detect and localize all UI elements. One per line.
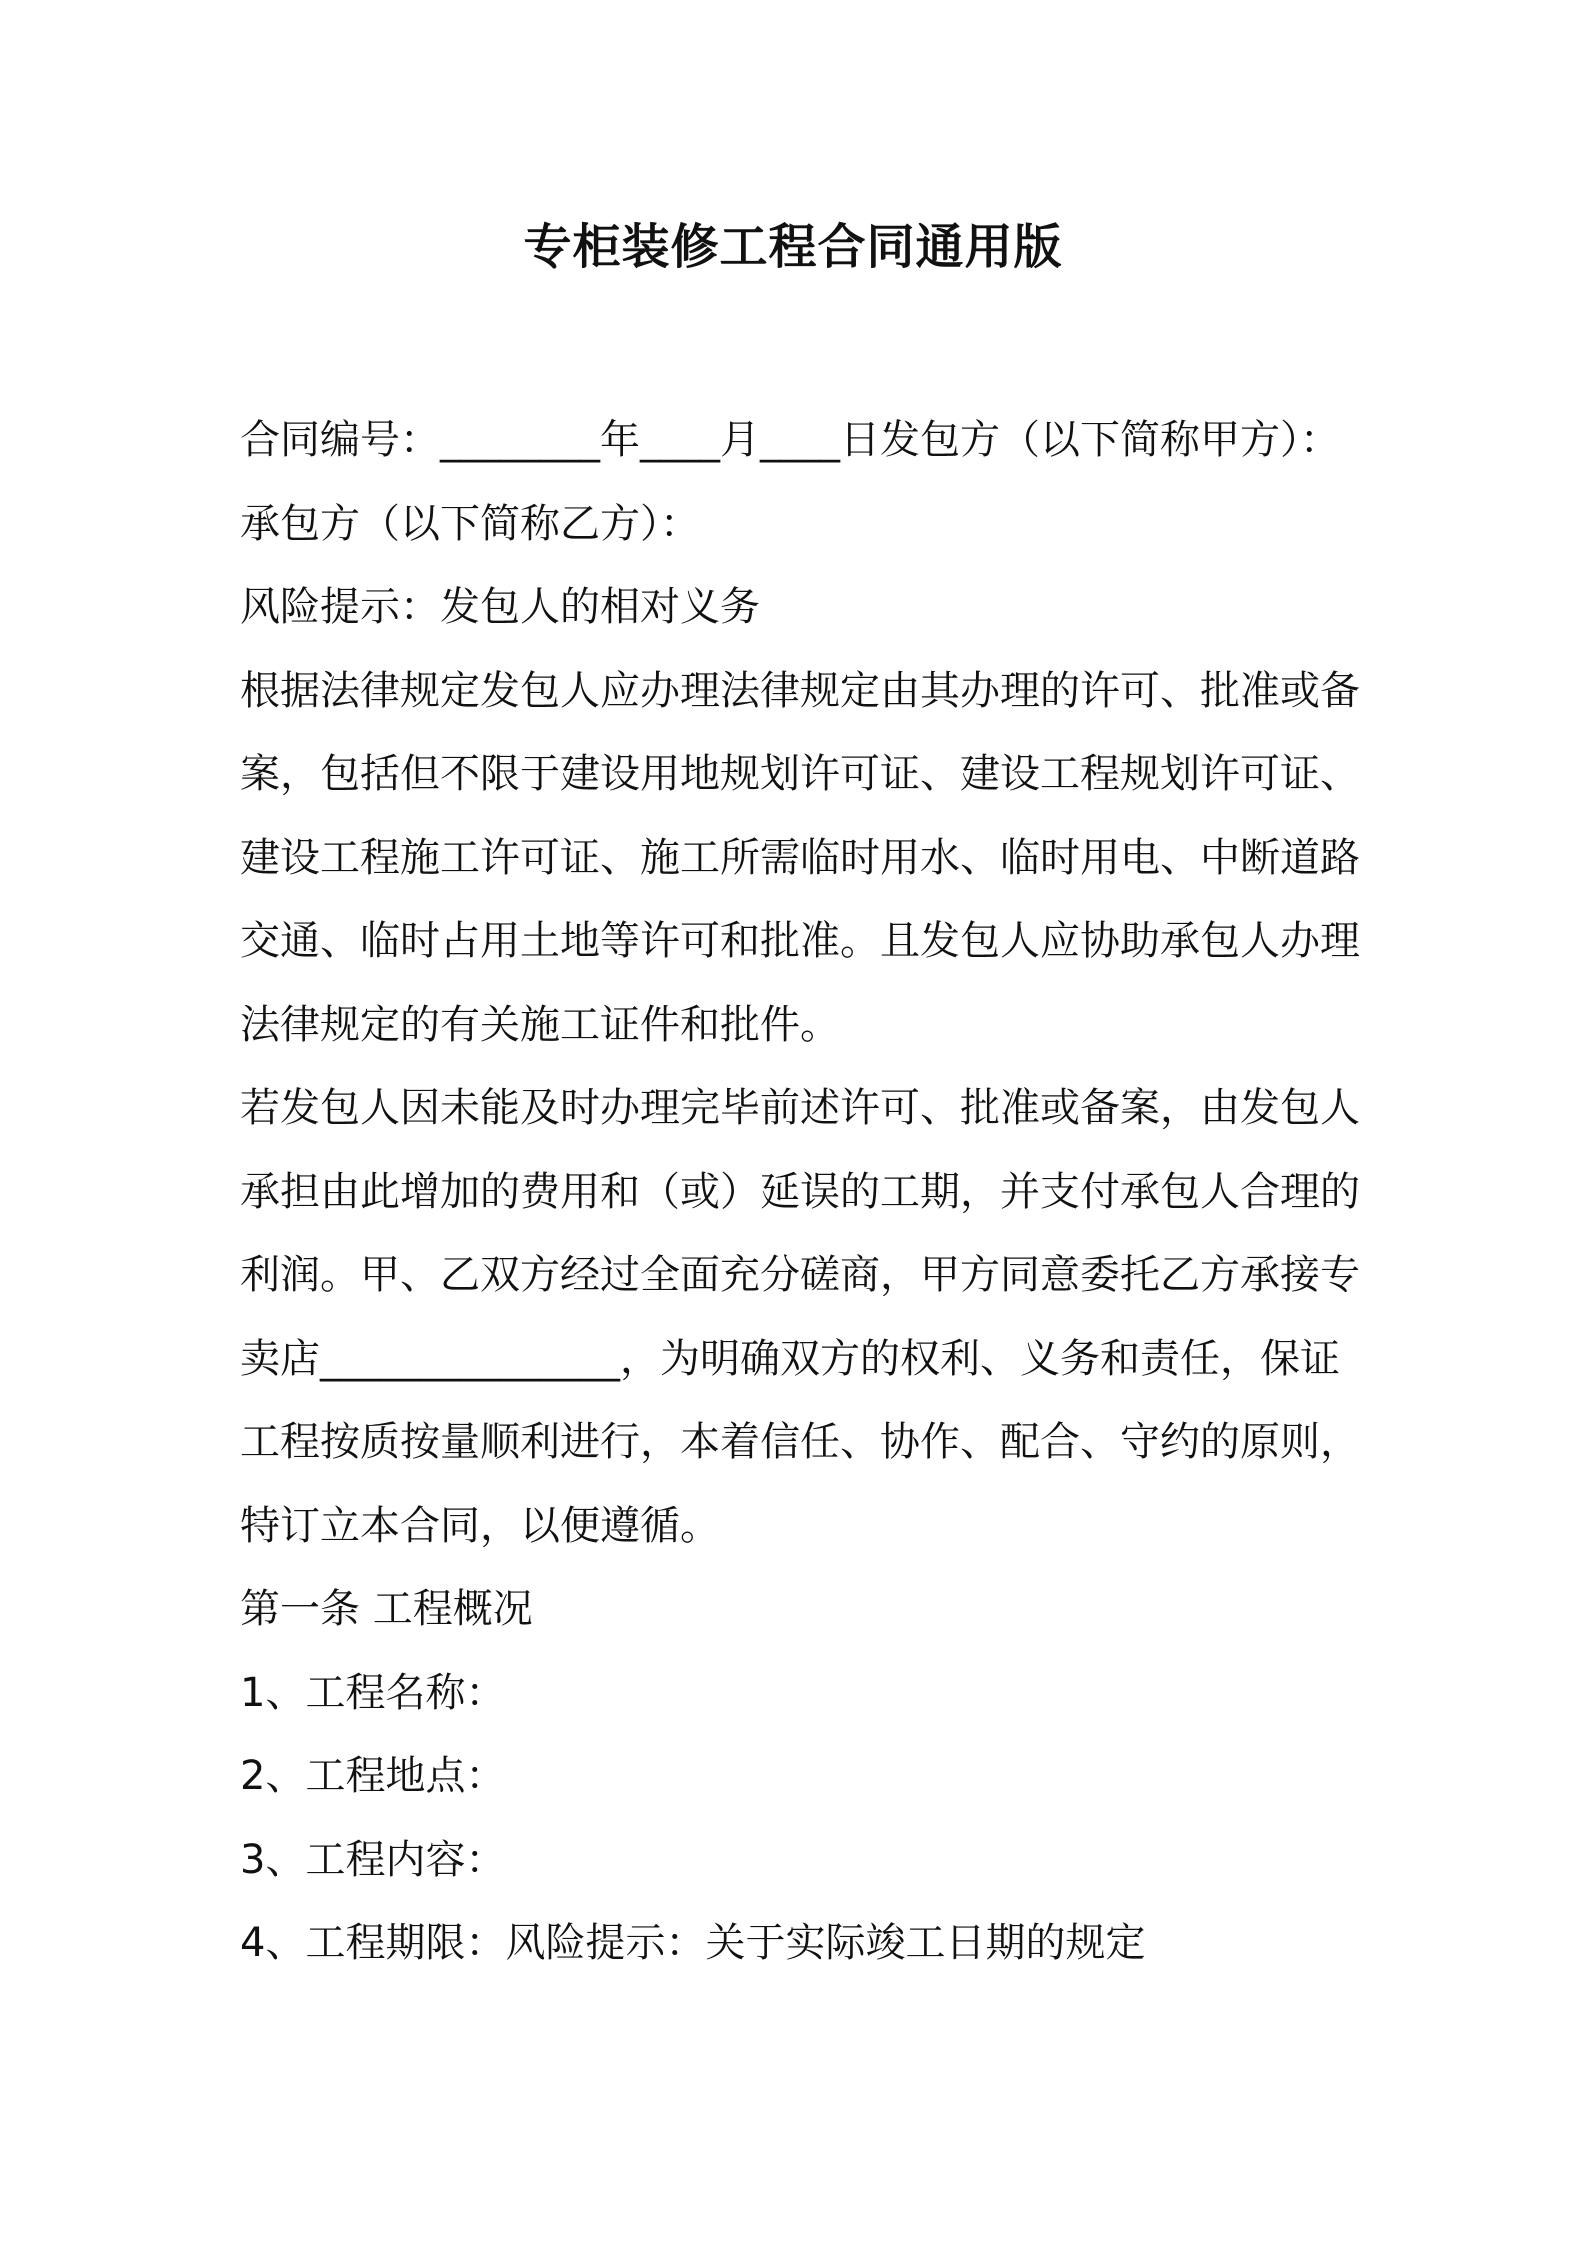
contract-number-line: 合同编号：________年____月____日发包方（以下简称甲方）： xyxy=(240,417,1340,463)
list-item: 4、工程期限：风险提示：关于实际竣工日期的规定 xyxy=(240,1920,1146,1966)
document-title: 专柜装修工程合同通用版 xyxy=(523,219,1063,275)
paragraph-line: 承担由此增加的费用和（或）延误的工期，并支付承包人合理的 xyxy=(240,1168,1360,1215)
paragraph-line: 法律规定的有关施工证件和批件。 xyxy=(240,1001,840,1048)
list-item: 3、工程内容： xyxy=(240,1836,506,1883)
paragraph-line: 根据法律规定发包人应办理法律规定由其办理的许可、批准或备 xyxy=(240,667,1360,714)
contractor-line: 承包方（以下简称乙方）： xyxy=(240,500,700,547)
article-heading: 第一条 工程概况 xyxy=(240,1586,533,1632)
list-item: 2、工程地点： xyxy=(240,1753,506,1799)
paragraph-line: 工程按质按量顺利进行，本着信任、协作、配合、守约的原则， xyxy=(240,1419,1360,1465)
paragraph-line: 利润。甲、乙双方经过全面充分磋商，甲方同意委托乙方承接专 xyxy=(240,1252,1360,1298)
paragraph-line: 特订立本合同，以便遵循。 xyxy=(240,1502,720,1549)
paragraph-line: 案，包括但不限于建设用地规划许可证、建设工程规划许可证、 xyxy=(240,751,1360,797)
risk-tip-line: 风险提示：发包人的相对义务 xyxy=(240,584,760,630)
paragraph-line: 建设工程施工许可证、施工所需临时用水、临时用电、中断道路 xyxy=(240,834,1360,881)
list-item: 1、工程名称： xyxy=(240,1669,506,1716)
paragraph-line: 卖店_______________，为明确双方的权利、义务和责任，保证 xyxy=(240,1335,1340,1382)
paragraph-line: 若发包人因未能及时办理完毕前述许可、批准或备案，由发包人 xyxy=(240,1085,1360,1131)
paragraph-line: 交通、临时占用土地等许可和批准。且发包人应协助承包人办理 xyxy=(240,918,1360,964)
document-body xyxy=(240,399,1370,1986)
